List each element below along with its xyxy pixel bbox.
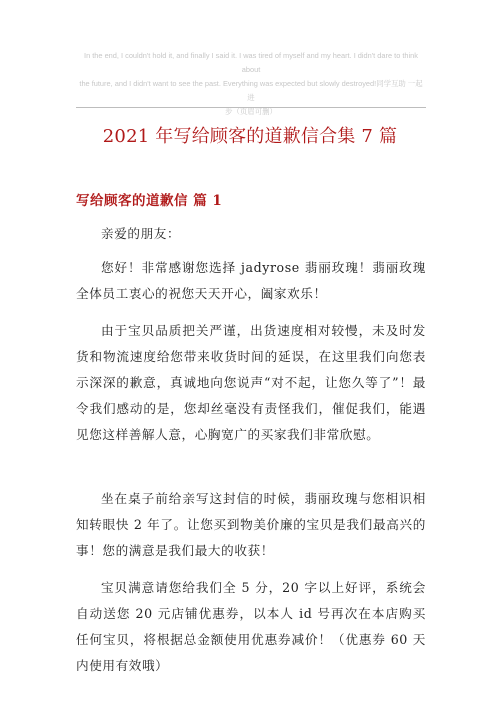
- header-divider: [76, 107, 426, 108]
- watermark-line-2: the future, and I didn't want to see the past. Everything was expected but slowly destroyed!同学互助 一起进: [79, 79, 423, 102]
- watermark-line-1: In the end, I couldn't hold it, and finally I said it. I was tired of myself and my heart. I didn't dare to think about: [84, 51, 418, 74]
- header-watermark: [76, 49, 426, 119]
- paragraph-greeting: 您好！非常感谢您选择 jadyrose 翡丽玫瑰！翡丽玫瑰全体员工衷心的祝您天天开心，阖家欢乐！: [76, 260, 426, 301]
- paragraph-letter-writing: 坐在桌子前给亲写这封信的时候，翡丽玫瑰与您相识相知转眼快 2 年了。让您买到物美价廉的宝贝是我们最高兴的事！您的满意是我们最大的收获！: [76, 491, 426, 558]
- watermark-line-3: 步（页眉可删）: [225, 107, 277, 116]
- paragraph-apology: 由于宝贝品质把关严谨，出货速度相对较慢，未及时发货和物流速度给您带来收货时间的延误，在这里我们向您表示深深的歉意，真诚地向您说声“对不起，让您久等了”！最令我们感动的是，您却丝毫没有责怪我们，催促我们，能遇见您这样善解人意，心胸宽广的买家我们非常欣慰。: [76, 323, 426, 442]
- paragraph-review-coupon: 宝贝满意请您给我们全 5 分，20 字以上好评，系统会自动送您 20 元店铺优惠券，以本人 id 号再次在本店购买任何宝贝，将根据总金额使用优惠券减价！（优惠券 60 天内使用有效哦）: [76, 580, 426, 673]
- paragraph-salutation: 亲爱的朋友：: [101, 226, 181, 241]
- document-title: 2021 年写给顾客的道歉信合集 7 篇: [102, 126, 398, 147]
- section-heading: 写给顾客的道歉信 篇 1: [76, 193, 223, 209]
